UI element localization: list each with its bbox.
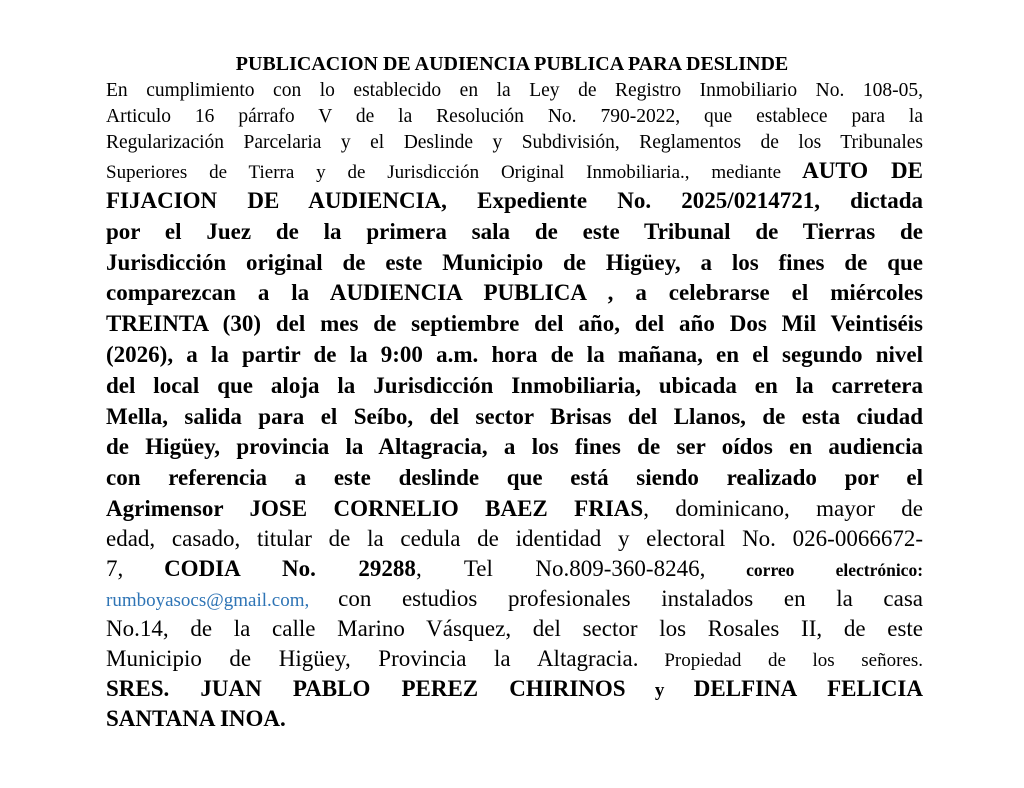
surveyor-name: Agrimensor JOSE CORNELIO BAEZ FRIAS <box>106 495 644 521</box>
body-line-7: Jurisdicción original de este Municipio de Higüey, a los fines de que <box>106 249 923 275</box>
body-line-6: por el Juez de la primera sala de este Tribunal de Tierras de <box>106 218 923 244</box>
body-line-22: SANTANA INOA. <box>106 705 286 731</box>
body-line-16: edad, casado, titular de la cedula de identidad y electoral No. 026-0066672- <box>106 525 923 551</box>
document-title: PUBLICACION DE AUDIENCIA PUBLICA PARA DESLINDE <box>235 53 789 75</box>
body-line-10: (2026), a la partir de la 9:00 a.m. hora de la mañana, en el segundo nivel <box>106 341 923 367</box>
body-line-2: Articulo 16 párrafo V de la Resolución No. 790-2022, que establece para la <box>106 106 923 127</box>
body-line-15 <box>106 494 923 524</box>
email-label: correo electrónico: <box>746 559 924 580</box>
body-line-9: TREINTA (30) del mes de septiembre del año, del año Dos Mil Veintiséis <box>106 311 923 337</box>
body-line-17 <box>106 554 923 584</box>
body-line-13: de Higüey, provincia la Altagracia, a los fines de ser oídos en audiencia <box>106 434 923 460</box>
body-line-1: En cumplimiento con lo establecido en la Ley de Registro Inmobiliario No. 108-05, <box>106 80 923 101</box>
body-line-20 <box>106 644 923 674</box>
body-line-4-text: Superiores de Tierra y de Jurisdicción Original Inmobiliaria., mediante <box>106 162 782 183</box>
body-line-5: FIJACION DE AUDIENCIA, Expediente No. 2025/0214721, dictada <box>106 188 923 213</box>
body-line-11: del local que aloja la Jurisdicción Inmobiliaria, ubicada en la carretera <box>106 372 923 398</box>
body-line-18-rest: con estudios profesionales instalados en la casa <box>338 585 924 611</box>
email-link[interactable]: rumboyasocs@gmail.com, <box>106 589 310 611</box>
owner-name-2-first: DELFINA FELICIA <box>693 675 923 701</box>
owners-intro: Propiedad de los señores. <box>664 649 923 671</box>
body-line-20-start: Municipio de Higüey, Provincia la Altagracia. <box>106 645 639 671</box>
body-line-21 <box>106 674 923 704</box>
conjunction-y: y <box>654 679 665 701</box>
document-body <box>106 78 923 734</box>
body-line-3: Regularización Parcelaria y el Deslinde y Subdivisión, Reglamentos de los Tribunales <box>106 132 923 153</box>
body-line-14: con referencia a este deslinde que está siendo realizado por el <box>106 465 923 491</box>
phone-text: , Tel No.809-360-8246, <box>415 555 706 581</box>
body-line-4 <box>106 156 923 186</box>
body-line-8: comparezcan a la AUDIENCIA PUBLICA , a celebrarse el miércoles <box>106 280 923 306</box>
body-line-15-rest: , dominicano, mayor de <box>643 495 923 521</box>
body-line-12: Mella, salida para el Seíbo, del sector Brisas del Llanos, de esta ciudad <box>106 403 923 429</box>
codia-number: CODIA No. 29288 <box>164 555 416 581</box>
body-line-17-start: 7, <box>106 555 124 581</box>
owner-name-1: SRES. JUAN PABLO PEREZ CHIRINOS <box>106 675 626 701</box>
auto-de-text: AUTO DE <box>802 158 923 183</box>
body-line-18 <box>106 584 923 614</box>
body-line-19: No.14, de la calle Marino Vásquez, del sector los Rosales II, de este <box>106 615 923 641</box>
